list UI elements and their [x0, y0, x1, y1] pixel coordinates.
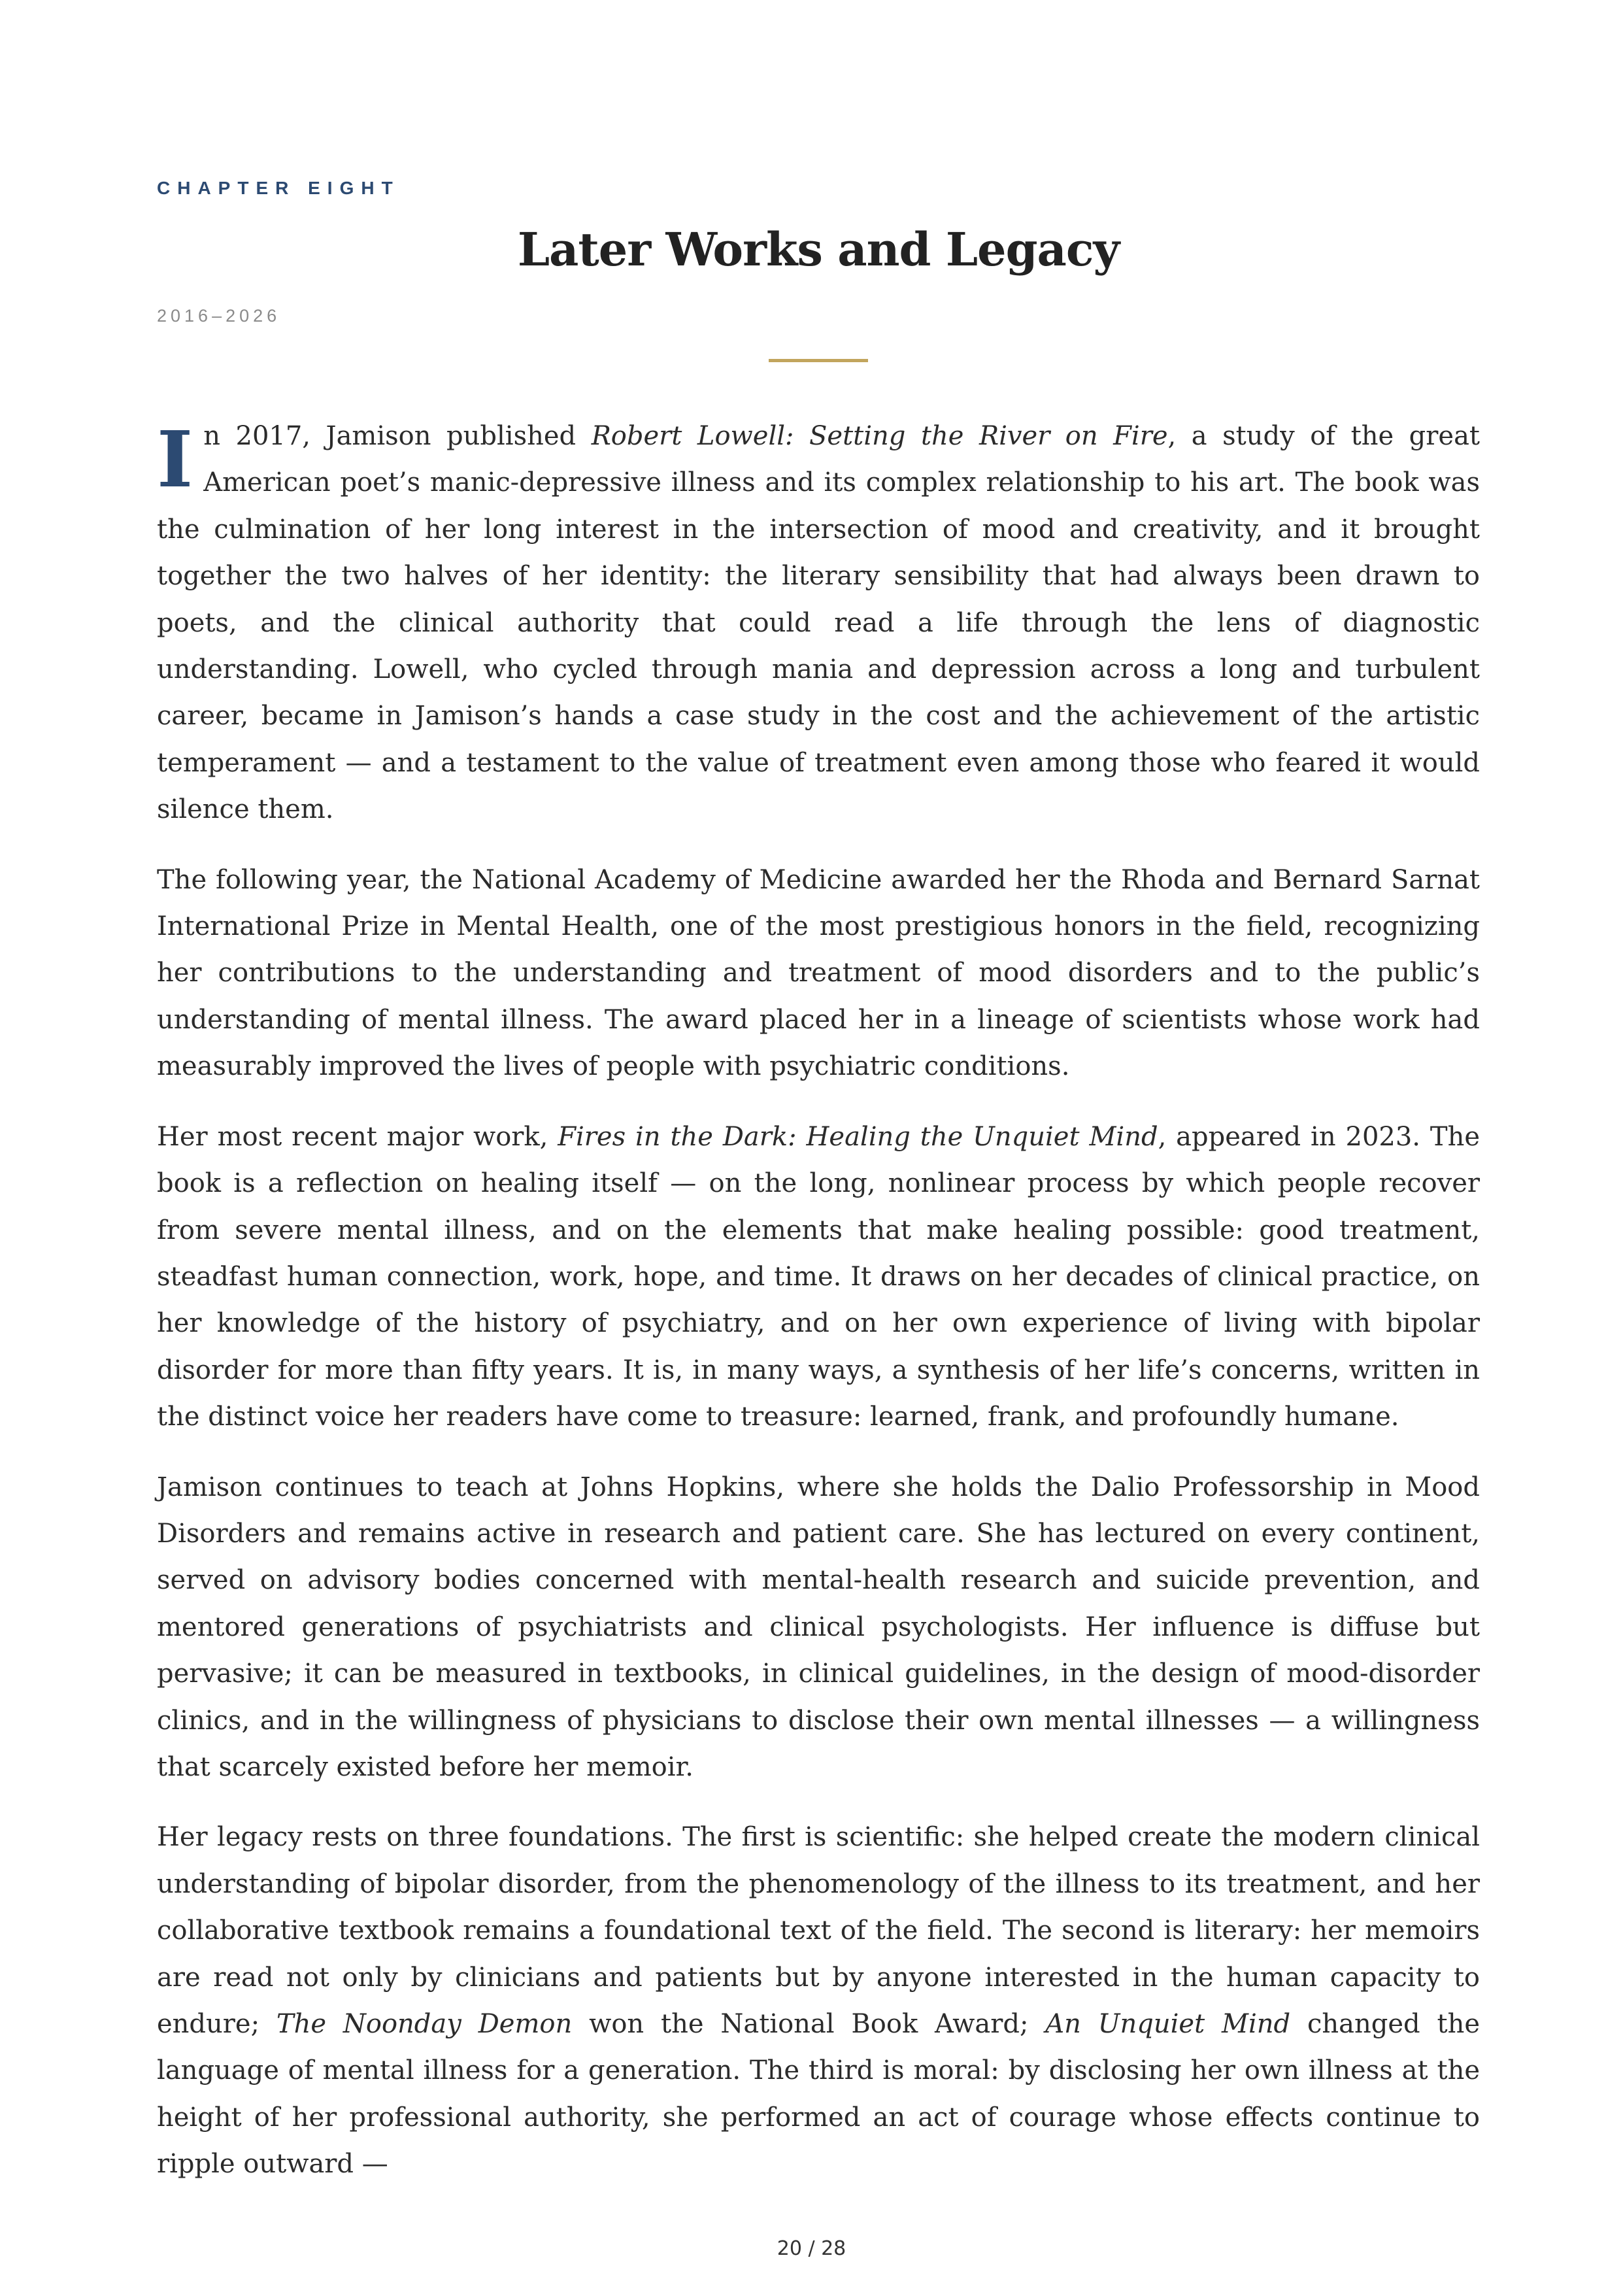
chapter-label: CHAPTER EIGHT [157, 178, 400, 198]
paragraph-5-text-end: changed the language of mental illness for a generation. The third is moral: by disclosing her own illness at the height of her professional authority, she performed an act of courage whose effects continue to ripple outward — [157, 2009, 1480, 2180]
page-number: 20 / 28 [777, 2237, 846, 2260]
paragraph-5-text-cont: won the National Book Award; [572, 2009, 1046, 2039]
chapter-dates: 2016–2026 [157, 306, 281, 326]
paragraph-3-text: Her most recent major work, [157, 1121, 558, 1152]
title-divider [769, 359, 868, 362]
paragraph-5 [157, 1814, 1480, 2187]
paragraph-3 [157, 1114, 1480, 1441]
paragraph-1 [157, 413, 1480, 834]
paragraph-1-text-cont: , a study of the great American poet’s manic-depressive illness and its complex relationship to his art. The book was the culmination of her long interest in the intersection of mood and creativity, and it brought together the two halves of her identity: the literary sensibility that had always been drawn to poets, and the clinical authority that could read a life through the lens of diagnostic understanding. Lowell, who cycled through mania and depression across a long and turbulent career, became in Jamison’s hands a case study in the cost and the achievement of the artistic temperament — and a testament to the value of treatment even among those who feared it would silence them. [157, 421, 1480, 825]
book-title-unquiet-mind: An Unquiet Mind [1045, 2009, 1291, 2039]
chapter-title: Later Works and Legacy [517, 222, 1120, 277]
paragraph-5-text: Her legacy rests on three foundations. The first is scientific: she helped create the modern clinical understanding of bipolar disorder, from the phenomenology of the illness to its treatment, and her collaborative textbook remains a foundational text of the field. The second is literary: her memoirs are read not only by clinicians and patients but by anyone interested in the human capacity to endure; [157, 1822, 1480, 2039]
book-title-noonday-demon: The Noonday Demon [276, 2009, 573, 2039]
drop-cap: I [157, 414, 193, 505]
paragraph-1-text: n 2017, Jamison published [203, 421, 592, 451]
paragraph-3-text-cont: , appeared in 2023. The book is a reflection on healing itself — on the long, nonlinear process by which people recover from severe mental illness, and on the elements that make healing possible: good treatment, steadfast human connection, work, hope, and time. It draws on her decades of clinical practice, on her knowledge of the history of psychiatry, and on her own experience of living with bipolar disorder for more than fifty years. It is, in many ways, a synthesis of her life’s concerns, written in the distinct voice her readers have come to treasure: learned, frank, and profoundly humane. [157, 1121, 1481, 1432]
book-title-fires-in-the-dark: Fires in the Dark: Healing the Unquiet Mind [558, 1121, 1158, 1152]
paragraph-4: Jamison continues to teach at Johns Hopkins, where she holds the Dalio Professorship in Mood Disorders and remains active in research and patient care. She has lectured on every continent, served on advisory bodies concerned with mental-health research and suicide prevention, and mentored generations of psychiatrists and clinical psychologists. Her influence is diffuse but pervasive; it can be measured in textbooks, in clinical guidelines, in the design of mood-disorder clinics, and in the willingness of physicians to disclose their own mental illnesses — a willingness that scarcely existed before her memoir. [157, 1472, 1480, 1782]
chapter-body [157, 413, 1480, 2212]
paragraph-2: The following year, the National Academy of Medicine awarded her the Rhoda and Bernard Sarnat International Prize in Mental Health, one of the most prestigious honors in the field, recognizing her contributions to the understanding and treatment of mood disorders and to the public’s understanding of mental illness. The award placed her in a lineage of scientists whose work had measurably improved the lives of people with psychiatric conditions. [157, 864, 1480, 1082]
book-title-robert-lowell: Robert Lowell: Setting the River on Fire [591, 421, 1168, 451]
